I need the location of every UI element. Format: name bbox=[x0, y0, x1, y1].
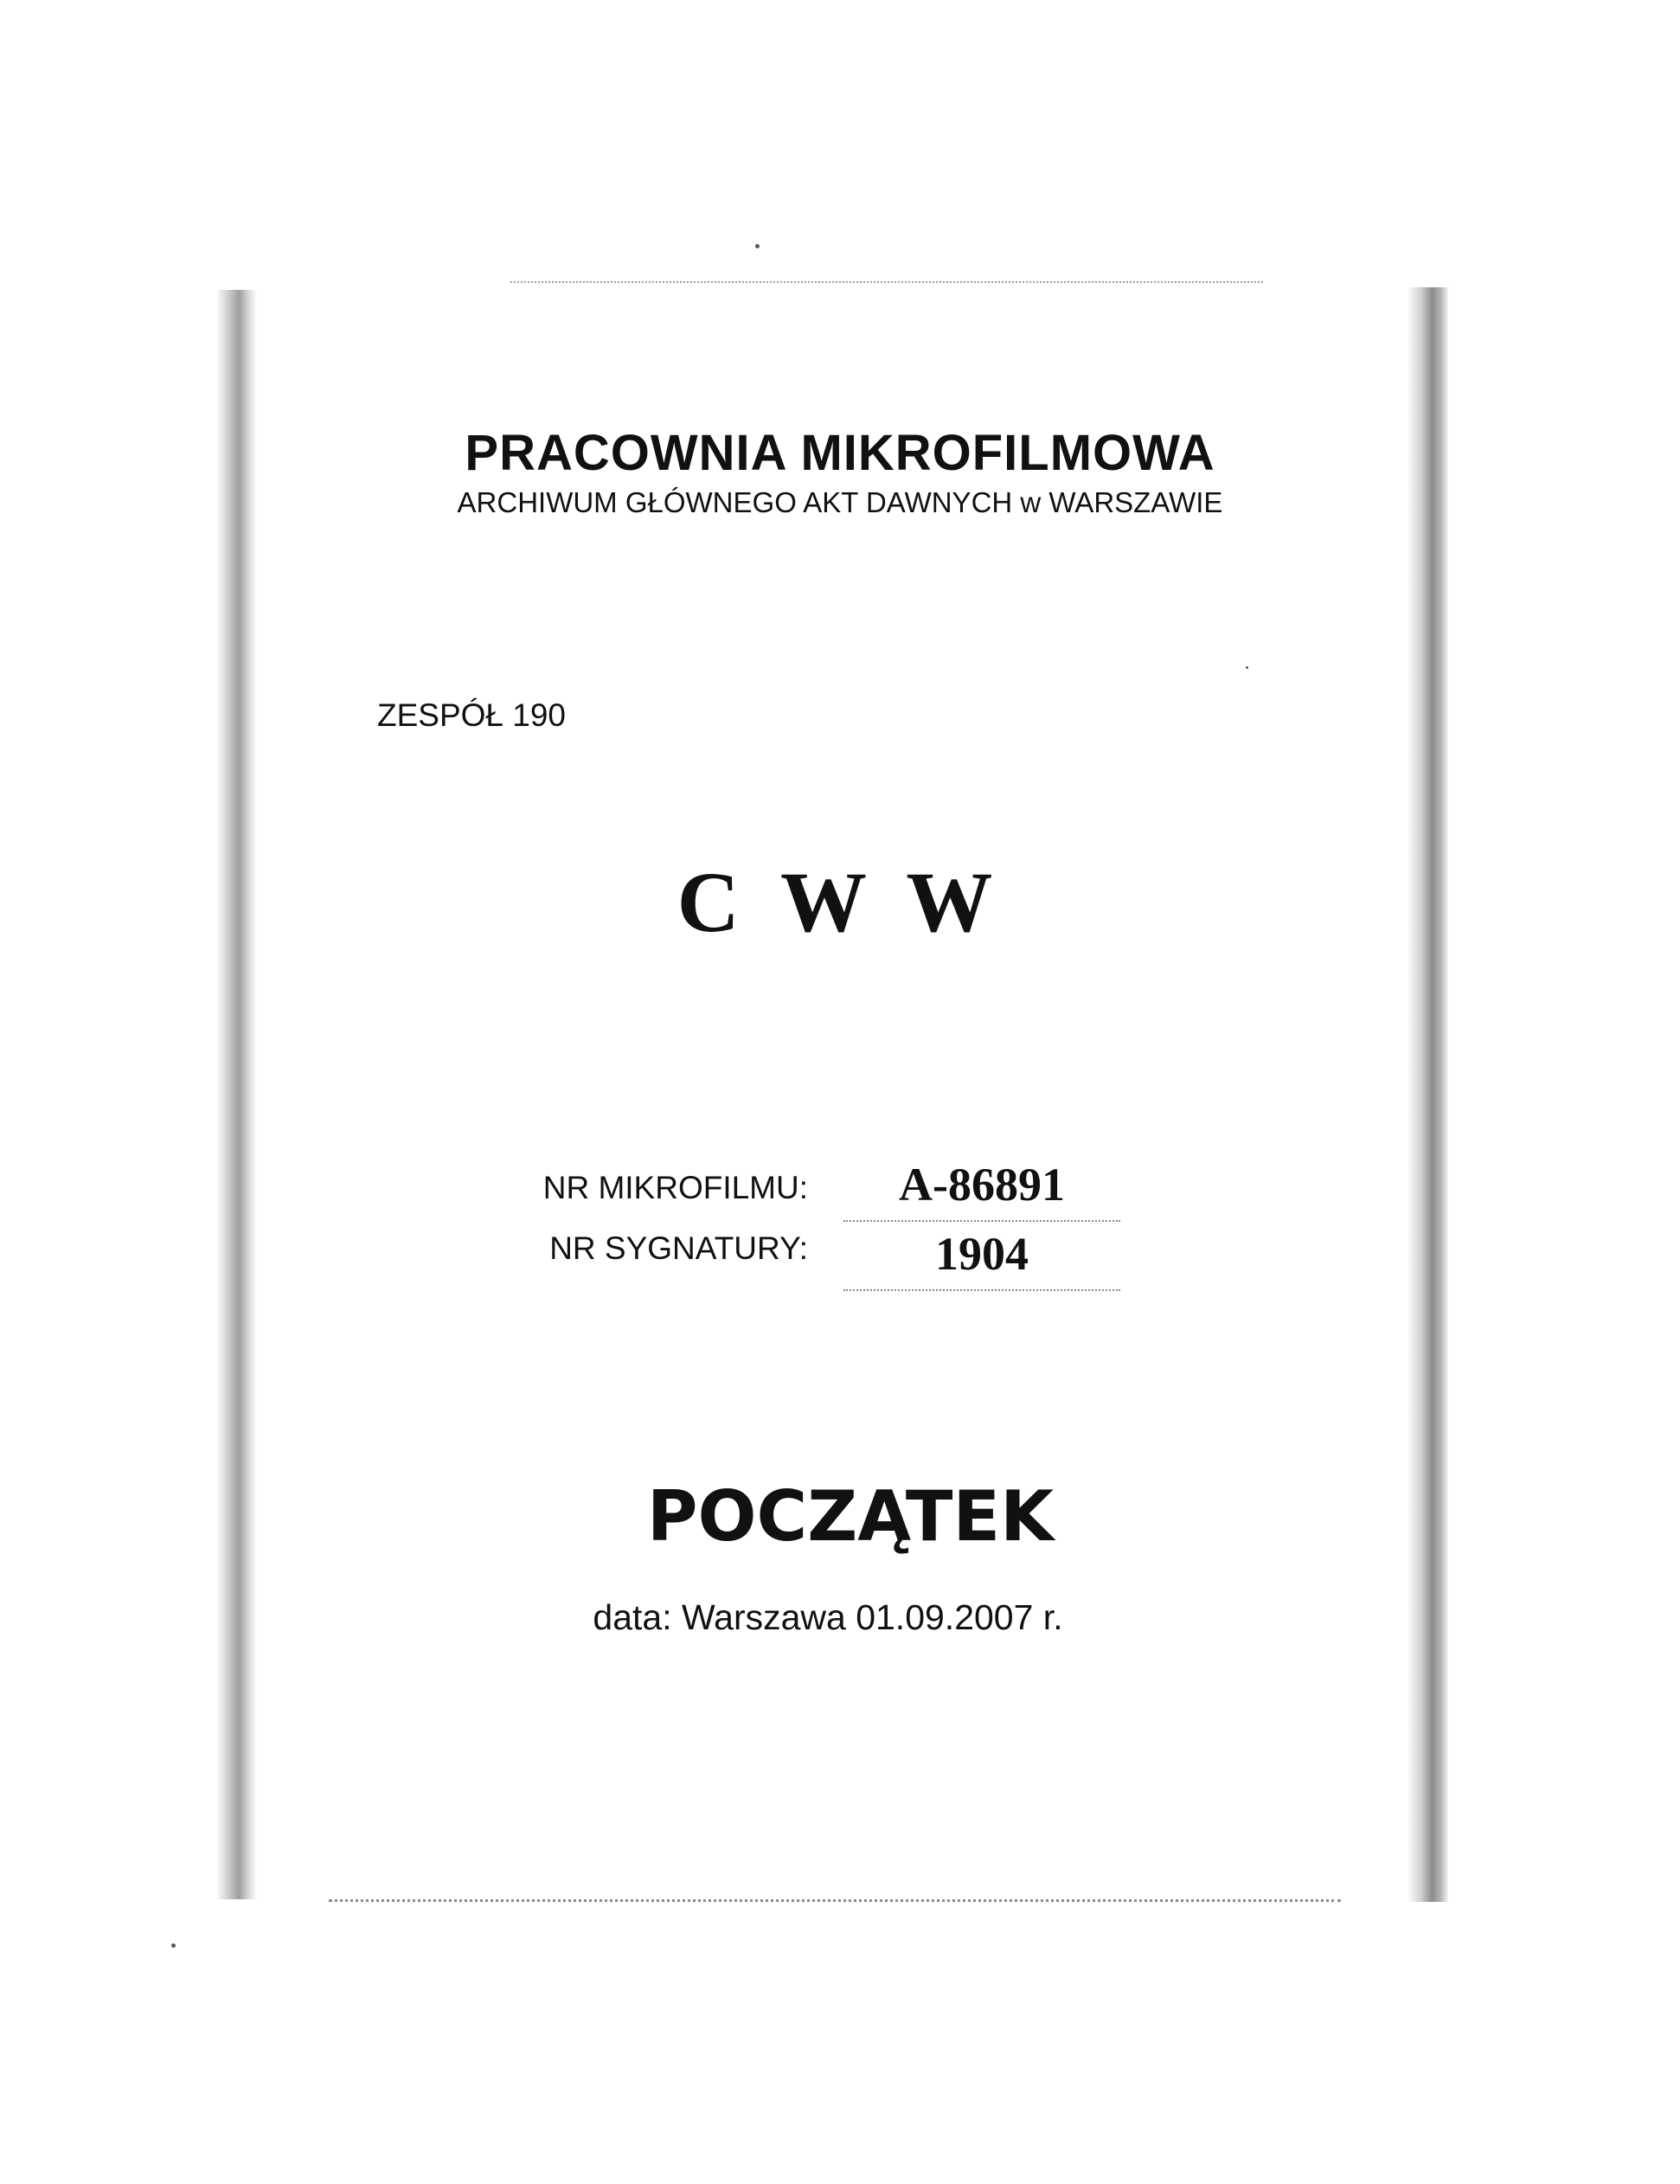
institution-title: PRACOWNIA MIKROFILMOWA bbox=[465, 425, 1215, 481]
microfilm-value: A-86891 bbox=[899, 1159, 1065, 1211]
signature-value-underline bbox=[843, 1289, 1120, 1291]
signature-value: 1904 bbox=[935, 1228, 1029, 1280]
scan-speck bbox=[171, 1943, 176, 1948]
scan-rule-bottom bbox=[329, 1899, 1341, 1902]
date-line: data: Warszawa 01.09.2007 r. bbox=[593, 1597, 1063, 1637]
scan-rule-top bbox=[510, 281, 1263, 283]
scan-speck bbox=[755, 244, 760, 248]
scan-edge-left bbox=[218, 290, 256, 1899]
microfilm-label: NR MIKROFILMU: bbox=[542, 1170, 808, 1205]
status-heading: POCZĄTEK bbox=[646, 1476, 1055, 1557]
institution-subtitle: ARCHIWUM GŁÓWNEGO AKT DAWNYCH w WARSZAWIE bbox=[457, 486, 1223, 518]
microfilm-value-underline bbox=[843, 1220, 1120, 1222]
scan-edge-right bbox=[1408, 287, 1448, 1902]
fond-number: ZESPÓŁ 190 bbox=[377, 697, 567, 733]
scan-speck bbox=[1246, 666, 1248, 669]
signature-label: NR SYGNATURY: bbox=[549, 1230, 808, 1266]
collection-code: C W W bbox=[676, 854, 1004, 950]
